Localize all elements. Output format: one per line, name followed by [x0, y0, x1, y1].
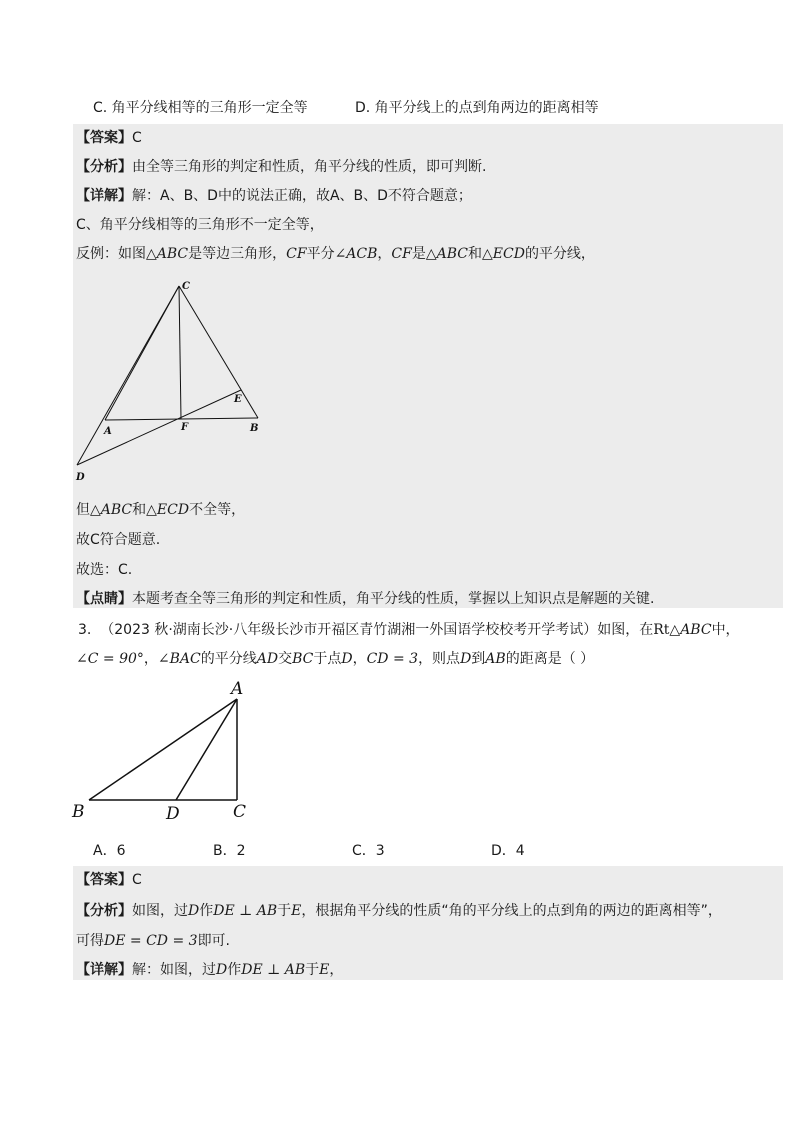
angle-c-90: ∠C = 90° [76, 651, 144, 667]
text-fragment: ，根据角平分线的性质“角的平分线上的点到角的两边的距离相等”， [301, 903, 722, 919]
angle-acb: ∠ACB [334, 246, 378, 262]
label-c: C [182, 281, 190, 292]
comment-tag: 【点睛】 [76, 591, 132, 607]
point-e: E [291, 903, 302, 919]
label-f: F [181, 422, 189, 433]
q3-stem-line-2 [76, 649, 594, 669]
comment-line [76, 589, 654, 609]
text-fragment: 于 [277, 903, 292, 919]
segment-cb [179, 286, 258, 418]
detail-tag: 【详解】 [76, 188, 132, 204]
point-e: E [319, 962, 330, 978]
de-perp-ab: DE ⊥ AB [213, 903, 278, 919]
text-fragment: 是 [411, 246, 426, 262]
point-d: D [188, 903, 200, 919]
text-fragment: 作 [199, 903, 214, 919]
q3-option-a: A．6 [93, 843, 126, 859]
q3-analysis-line-1 [76, 901, 722, 921]
segment-ad: AD [256, 651, 279, 667]
point-d: D [341, 651, 353, 667]
label-e: E [234, 394, 242, 405]
point-d: D [216, 962, 228, 978]
option-c: C. 角平分线相等的三角形一定全等 [93, 100, 308, 116]
q3-stem-line-1 [78, 620, 740, 640]
text-fragment: ， [329, 962, 344, 978]
text-fragment: 可得 [76, 933, 104, 949]
label-d: D [76, 472, 85, 483]
answer-tag: 【答案】 [76, 872, 132, 888]
question-source: （2023 秋·湖南长沙·八年级长沙市开福区青竹湖湘一外国语学校校考开学考试）如图，在 [100, 622, 654, 638]
label-b: B [72, 802, 85, 822]
text-fragment: 解：如图，过 [132, 962, 216, 978]
label-b: B [250, 423, 259, 434]
triangle-abc: △ABC [146, 246, 189, 262]
detail-tag: 【详解】 [76, 962, 132, 978]
answer-tag: 【答案】 [76, 130, 132, 146]
figure-right-triangle-abc [68, 676, 268, 826]
text-fragment: 的距离是（ ） [505, 651, 595, 667]
detail-text: 解：A、B、D中的说法正确，故A、B、D不符合题意； [132, 188, 472, 204]
text-fragment: 中， [711, 622, 740, 638]
label-a: A [104, 426, 112, 437]
segment-cf: CF [286, 246, 307, 262]
segment-de [77, 390, 241, 465]
conclusion-line: 故C符合题意. [76, 532, 161, 548]
segment-ab [89, 699, 237, 800]
triangle-abc: △ABC [425, 246, 468, 262]
text-fragment: 是等边三角形， [188, 246, 287, 262]
de-perp-ab: DE ⊥ AB [241, 962, 306, 978]
figure-triangle-abc-ecd [72, 276, 272, 486]
analysis-tag: 【分析】 [76, 159, 132, 175]
analysis-line [76, 157, 486, 177]
text-fragment: 不全等， [189, 502, 246, 518]
label-c: C [233, 802, 247, 822]
triangle-ecd: △ECD [146, 502, 190, 518]
text-fragment: 反例：如图 [76, 246, 146, 262]
segment-ad [176, 699, 237, 800]
text-fragment: 平分 [306, 246, 335, 262]
text-fragment: 的平分线， [524, 246, 595, 262]
q3-option-b: B．2 [213, 843, 246, 859]
answer-value: C [132, 130, 142, 146]
text-fragment: 到 [471, 651, 486, 667]
text-fragment: 如图，过 [132, 903, 188, 919]
text-fragment: ， [352, 651, 367, 667]
point-d: D [460, 651, 472, 667]
but-line [76, 500, 245, 520]
text-fragment: ，则点 [418, 651, 461, 667]
q3-detail-line [76, 960, 343, 980]
de-equals-cd-3: DE = CD = 3 [104, 933, 198, 949]
text-fragment: 即可. [197, 933, 231, 949]
text-fragment: 和 [132, 502, 147, 518]
comment-text: 本题考查全等三角形的判定和性质，角平分线的性质，掌握以上知识点是解题的关键. [132, 591, 655, 607]
segment-ab [105, 418, 258, 420]
triangle-abc: △ABC [669, 622, 712, 638]
analysis-text: 由全等三角形的判定和性质，角平分线的性质，即可判断. [132, 159, 487, 175]
text-fragment: 于点 [313, 651, 342, 667]
text-fragment: 和 [468, 246, 482, 262]
triangle-ecd: △ECD [482, 246, 525, 262]
text-fragment: 作 [227, 962, 242, 978]
answer-line [76, 128, 142, 148]
text-fragment: 的平分线 [200, 651, 257, 667]
text-fragment: 交 [278, 651, 293, 667]
triangle-abc: △ABC [90, 502, 133, 518]
rt-mark: Rt [653, 622, 670, 638]
label-d: D [166, 804, 180, 824]
q3-option-d: D．4 [491, 843, 525, 859]
option-d: D. 角平分线上的点到角两边的距离相等 [355, 100, 599, 116]
q3-answer-line [76, 870, 142, 890]
q3-analysis-line-2 [76, 931, 230, 951]
detail-line [76, 186, 472, 206]
cd-equals-3: CD = 3 [366, 651, 419, 667]
angle-bac: ∠BAC [157, 651, 201, 667]
text-fragment: ， [143, 651, 158, 667]
analysis-tag: 【分析】 [76, 903, 132, 919]
segment-cd [77, 286, 179, 465]
text-fragment: ， [377, 246, 392, 262]
segment-cf [179, 286, 181, 419]
segment-ab: AB [485, 651, 506, 667]
q3-option-c: C．3 [352, 843, 385, 859]
text-fragment: 但 [76, 502, 90, 518]
question-number: 3. [78, 622, 92, 638]
segment-bc: BC [292, 651, 314, 667]
text-fragment: 于 [305, 962, 320, 978]
counter-example-line [76, 244, 595, 264]
choice-line: 故选：C. [76, 562, 133, 578]
line-c: C、角平分线相等的三角形不一定全等， [76, 217, 324, 233]
segment-cf: CF [391, 246, 412, 262]
label-a: A [231, 679, 244, 699]
answer-value: C [132, 872, 142, 888]
